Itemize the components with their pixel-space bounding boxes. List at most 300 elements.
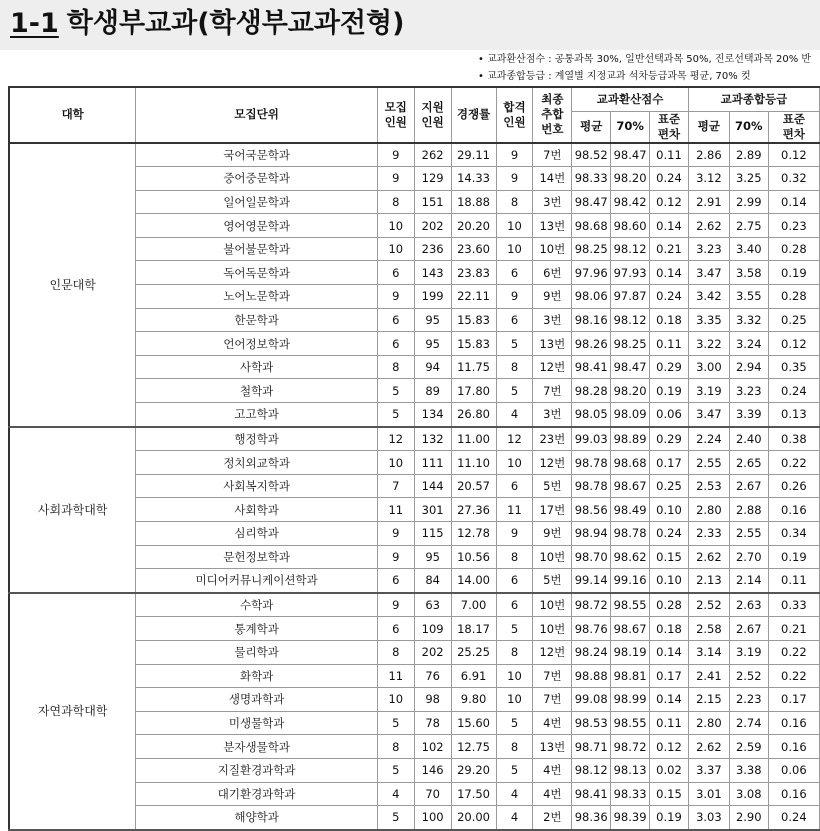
college-cell: 인문대학 — [9, 143, 136, 427]
college-group — [9, 427, 820, 593]
section-title: 학생부교과(학생부교과전형) — [66, 8, 405, 39]
score-70-cell: 98.33 — [611, 782, 650, 806]
grade-70-cell: 2.89 — [729, 143, 768, 167]
unit-cell: 심리학과 — [136, 522, 378, 546]
quota-cell: 6 — [377, 617, 414, 641]
final-rank-cell: 3번 — [533, 308, 572, 332]
passed-cell: 6 — [496, 308, 533, 332]
applicants-cell: 151 — [414, 190, 451, 214]
quota-cell: 10 — [377, 237, 414, 261]
passed-cell: 5 — [496, 758, 533, 782]
grade-70-cell: 2.14 — [729, 569, 768, 593]
applicants-cell: 100 — [414, 806, 451, 830]
score-avg-cell: 98.26 — [572, 332, 611, 356]
grade-70-cell: 3.55 — [729, 285, 768, 309]
header-ratio: 경쟁률 — [451, 87, 496, 143]
score-sd-cell: 0.14 — [650, 688, 689, 712]
score-avg-cell: 98.47 — [572, 190, 611, 214]
ratio-cell: 14.00 — [451, 569, 496, 593]
grade-70-cell: 2.67 — [729, 474, 768, 498]
quota-cell: 5 — [377, 711, 414, 735]
grade-avg-cell: 2.80 — [688, 498, 729, 522]
score-avg-cell: 98.56 — [572, 498, 611, 522]
unit-cell: 언어정보학과 — [136, 332, 378, 356]
passed-cell: 9 — [496, 285, 533, 309]
grade-avg-cell: 3.14 — [688, 640, 729, 664]
unit-cell: 독어독문학과 — [136, 261, 378, 285]
score-avg-cell: 98.72 — [572, 593, 611, 617]
passed-cell: 6 — [496, 593, 533, 617]
grade-avg-cell: 3.37 — [688, 758, 729, 782]
note-score: • 교과환산점수 : 공통과목 30%, 일반선택과목 50%, 진로선택과목 20% 반 — [478, 51, 820, 68]
grade-avg-cell: 2.62 — [688, 214, 729, 238]
passed-cell: 8 — [496, 545, 533, 569]
grade-avg-cell: 3.00 — [688, 355, 729, 379]
quota-cell: 8 — [377, 355, 414, 379]
score-avg-cell: 98.16 — [572, 308, 611, 332]
grade-70-cell: 3.39 — [729, 403, 768, 427]
score-sd-cell: 0.24 — [650, 285, 689, 309]
header-grade-sd: 표준 편차 — [768, 111, 819, 143]
header-quota: 모집 인원 — [377, 87, 414, 143]
passed-cell: 9 — [496, 522, 533, 546]
final-rank-cell: 5번 — [533, 474, 572, 498]
grade-sd-cell: 0.38 — [768, 427, 819, 451]
passed-cell: 9 — [496, 143, 533, 167]
header-applicants: 지원 인원 — [414, 87, 451, 143]
grade-sd-cell: 0.25 — [768, 308, 819, 332]
applicants-cell: 109 — [414, 617, 451, 641]
applicants-cell: 76 — [414, 664, 451, 688]
grade-70-cell: 3.25 — [729, 167, 768, 191]
grade-70-cell: 2.70 — [729, 545, 768, 569]
grade-avg-cell: 2.53 — [688, 474, 729, 498]
passed-cell: 4 — [496, 806, 533, 830]
grade-70-cell: 2.59 — [729, 735, 768, 759]
passed-cell: 5 — [496, 711, 533, 735]
unit-cell: 통계학과 — [136, 617, 378, 641]
score-avg-cell: 97.96 — [572, 261, 611, 285]
score-avg-cell: 98.24 — [572, 640, 611, 664]
grade-avg-cell: 2.24 — [688, 427, 729, 451]
ratio-cell: 27.36 — [451, 498, 496, 522]
score-sd-cell: 0.21 — [650, 237, 689, 261]
final-rank-cell: 10번 — [533, 593, 572, 617]
header-score-sd: 표준 편차 — [650, 111, 689, 143]
grade-avg-cell: 2.62 — [688, 545, 729, 569]
grade-sd-cell: 0.34 — [768, 522, 819, 546]
applicants-cell: 95 — [414, 545, 451, 569]
grade-avg-cell: 2.52 — [688, 593, 729, 617]
ratio-cell: 15.83 — [451, 308, 496, 332]
grade-avg-cell: 2.13 — [688, 569, 729, 593]
unit-cell: 철학과 — [136, 379, 378, 403]
grade-sd-cell: 0.35 — [768, 355, 819, 379]
final-rank-cell: 4번 — [533, 711, 572, 735]
unit-cell: 해양학과 — [136, 806, 378, 830]
applicants-cell: 95 — [414, 308, 451, 332]
header-final-rank: 최종 추합 번호 — [533, 87, 572, 143]
score-70-cell: 98.42 — [611, 190, 650, 214]
grade-sd-cell: 0.22 — [768, 640, 819, 664]
final-rank-cell: 23번 — [533, 427, 572, 451]
ratio-cell: 9.80 — [451, 688, 496, 712]
quota-cell: 6 — [377, 332, 414, 356]
grade-sd-cell: 0.14 — [768, 190, 819, 214]
grade-avg-cell: 2.91 — [688, 190, 729, 214]
score-sd-cell: 0.15 — [650, 545, 689, 569]
score-70-cell: 98.20 — [611, 379, 650, 403]
grade-70-cell: 3.58 — [729, 261, 768, 285]
section-number: 1-1 — [10, 8, 59, 39]
score-avg-cell: 98.41 — [572, 782, 611, 806]
score-sd-cell: 0.18 — [650, 617, 689, 641]
quota-cell: 6 — [377, 308, 414, 332]
table-row — [9, 593, 820, 617]
table-row — [9, 427, 820, 451]
header-grade-avg: 평균 — [688, 111, 729, 143]
score-70-cell: 98.12 — [611, 308, 650, 332]
applicants-cell: 202 — [414, 640, 451, 664]
grade-sd-cell: 0.24 — [768, 806, 819, 830]
grade-sd-cell: 0.16 — [768, 711, 819, 735]
final-rank-cell: 7번 — [533, 143, 572, 167]
final-rank-cell: 4번 — [533, 782, 572, 806]
grade-avg-cell: 3.01 — [688, 782, 729, 806]
applicants-cell: 115 — [414, 522, 451, 546]
applicants-cell: 202 — [414, 214, 451, 238]
quota-cell: 9 — [377, 285, 414, 309]
score-avg-cell: 98.71 — [572, 735, 611, 759]
unit-cell: 불어불문학과 — [136, 237, 378, 261]
score-70-cell: 98.67 — [611, 617, 650, 641]
score-70-cell: 98.55 — [611, 711, 650, 735]
header-score-avg: 평균 — [572, 111, 611, 143]
unit-cell: 정치외교학과 — [136, 451, 378, 475]
grade-avg-cell: 2.15 — [688, 688, 729, 712]
score-70-cell: 98.72 — [611, 735, 650, 759]
passed-cell: 8 — [496, 735, 533, 759]
grade-sd-cell: 0.16 — [768, 735, 819, 759]
final-rank-cell: 13번 — [533, 214, 572, 238]
passed-cell: 5 — [496, 332, 533, 356]
passed-cell: 10 — [496, 237, 533, 261]
grade-avg-cell: 2.58 — [688, 617, 729, 641]
applicants-cell: 102 — [414, 735, 451, 759]
grade-sd-cell: 0.28 — [768, 285, 819, 309]
score-70-cell: 97.87 — [611, 285, 650, 309]
quota-cell: 8 — [377, 190, 414, 214]
grade-sd-cell: 0.12 — [768, 143, 819, 167]
final-rank-cell: 9번 — [533, 522, 572, 546]
score-sd-cell: 0.28 — [650, 593, 689, 617]
final-rank-cell: 7번 — [533, 379, 572, 403]
grade-70-cell: 3.32 — [729, 308, 768, 332]
ratio-cell: 22.11 — [451, 285, 496, 309]
score-70-cell: 98.39 — [611, 806, 650, 830]
unit-cell: 사회학과 — [136, 498, 378, 522]
passed-cell: 12 — [496, 427, 533, 451]
score-avg-cell: 98.88 — [572, 664, 611, 688]
grade-avg-cell: 3.03 — [688, 806, 729, 830]
final-rank-cell: 3번 — [533, 190, 572, 214]
quota-cell: 5 — [377, 403, 414, 427]
applicants-cell: 262 — [414, 143, 451, 167]
grade-avg-cell: 3.12 — [688, 167, 729, 191]
grade-sd-cell: 0.33 — [768, 593, 819, 617]
ratio-cell: 7.00 — [451, 593, 496, 617]
score-sd-cell: 0.06 — [650, 403, 689, 427]
grade-avg-cell: 2.33 — [688, 522, 729, 546]
score-avg-cell: 99.03 — [572, 427, 611, 451]
applicants-cell: 143 — [414, 261, 451, 285]
passed-cell: 8 — [496, 190, 533, 214]
college-cell: 사회과학대학 — [9, 427, 136, 593]
applicants-cell: 111 — [414, 451, 451, 475]
score-avg-cell: 99.14 — [572, 569, 611, 593]
quota-cell: 4 — [377, 782, 414, 806]
score-sd-cell: 0.11 — [650, 332, 689, 356]
grade-70-cell: 2.40 — [729, 427, 768, 451]
ratio-cell: 23.60 — [451, 237, 496, 261]
applicants-cell: 63 — [414, 593, 451, 617]
unit-cell: 지질환경과학과 — [136, 758, 378, 782]
notes — [478, 51, 820, 85]
grade-70-cell: 3.08 — [729, 782, 768, 806]
grade-sd-cell: 0.22 — [768, 451, 819, 475]
score-sd-cell: 0.14 — [650, 214, 689, 238]
score-avg-cell: 98.28 — [572, 379, 611, 403]
applicants-cell: 129 — [414, 167, 451, 191]
unit-cell: 수학과 — [136, 593, 378, 617]
final-rank-cell: 10번 — [533, 545, 572, 569]
grade-sd-cell: 0.17 — [768, 688, 819, 712]
quota-cell: 7 — [377, 474, 414, 498]
quota-cell: 5 — [377, 806, 414, 830]
ratio-cell: 20.57 — [451, 474, 496, 498]
grade-avg-cell: 3.23 — [688, 237, 729, 261]
grade-70-cell: 3.24 — [729, 332, 768, 356]
score-sd-cell: 0.18 — [650, 308, 689, 332]
score-avg-cell: 98.33 — [572, 167, 611, 191]
score-sd-cell: 0.11 — [650, 711, 689, 735]
grade-avg-cell: 2.41 — [688, 664, 729, 688]
grade-sd-cell: 0.16 — [768, 498, 819, 522]
quota-cell: 8 — [377, 640, 414, 664]
passed-cell: 8 — [496, 355, 533, 379]
header-college: 대학 — [9, 87, 136, 143]
title-bar — [0, 0, 820, 50]
final-rank-cell: 13번 — [533, 735, 572, 759]
score-70-cell: 98.09 — [611, 403, 650, 427]
score-70-cell: 98.47 — [611, 143, 650, 167]
quota-cell: 5 — [377, 758, 414, 782]
applicants-cell: 95 — [414, 332, 451, 356]
score-70-cell: 99.16 — [611, 569, 650, 593]
college-group — [9, 593, 820, 830]
score-70-cell: 98.20 — [611, 167, 650, 191]
quota-cell: 9 — [377, 143, 414, 167]
quota-cell: 10 — [377, 688, 414, 712]
quota-cell: 10 — [377, 451, 414, 475]
final-rank-cell: 10번 — [533, 617, 572, 641]
ratio-cell: 25.25 — [451, 640, 496, 664]
applicants-cell: 98 — [414, 688, 451, 712]
score-avg-cell: 98.78 — [572, 474, 611, 498]
header-passed: 합격 인원 — [496, 87, 533, 143]
final-rank-cell: 12번 — [533, 640, 572, 664]
ratio-cell: 11.10 — [451, 451, 496, 475]
ratio-cell: 23.83 — [451, 261, 496, 285]
score-sd-cell: 0.19 — [650, 379, 689, 403]
score-avg-cell: 98.70 — [572, 545, 611, 569]
note-grade: • 교과종합등급 : 계열별 지정교과 석차등급과목 평균, 70% 컷 — [478, 68, 820, 85]
score-70-cell: 98.13 — [611, 758, 650, 782]
grade-70-cell: 2.65 — [729, 451, 768, 475]
applicants-cell: 132 — [414, 427, 451, 451]
grade-avg-cell: 3.35 — [688, 308, 729, 332]
ratio-cell: 15.60 — [451, 711, 496, 735]
quota-cell: 12 — [377, 427, 414, 451]
unit-cell: 사회복지학과 — [136, 474, 378, 498]
grade-70-cell: 3.19 — [729, 640, 768, 664]
grade-avg-cell: 3.47 — [688, 261, 729, 285]
grade-sd-cell: 0.23 — [768, 214, 819, 238]
score-avg-cell: 98.06 — [572, 285, 611, 309]
applicants-cell: 78 — [414, 711, 451, 735]
grade-avg-cell: 3.47 — [688, 403, 729, 427]
passed-cell: 6 — [496, 569, 533, 593]
passed-cell: 9 — [496, 167, 533, 191]
score-70-cell: 98.62 — [611, 545, 650, 569]
ratio-cell: 12.75 — [451, 735, 496, 759]
applicants-cell: 84 — [414, 569, 451, 593]
score-sd-cell: 0.14 — [650, 640, 689, 664]
score-avg-cell: 98.76 — [572, 617, 611, 641]
header-unit: 모집단위 — [136, 87, 378, 143]
quota-cell: 6 — [377, 261, 414, 285]
grade-sd-cell: 0.24 — [768, 379, 819, 403]
final-rank-cell: 7번 — [533, 688, 572, 712]
ratio-cell: 17.80 — [451, 379, 496, 403]
grade-avg-cell: 3.19 — [688, 379, 729, 403]
final-rank-cell: 17번 — [533, 498, 572, 522]
quota-cell: 5 — [377, 379, 414, 403]
grade-70-cell: 2.75 — [729, 214, 768, 238]
final-rank-cell: 2번 — [533, 806, 572, 830]
passed-cell: 10 — [496, 451, 533, 475]
score-avg-cell: 98.36 — [572, 806, 611, 830]
score-70-cell: 98.78 — [611, 522, 650, 546]
ratio-cell: 29.20 — [451, 758, 496, 782]
final-rank-cell: 10번 — [533, 237, 572, 261]
grade-sd-cell: 0.32 — [768, 167, 819, 191]
score-avg-cell: 98.41 — [572, 355, 611, 379]
score-70-cell: 98.49 — [611, 498, 650, 522]
grade-70-cell: 2.99 — [729, 190, 768, 214]
passed-cell: 4 — [496, 782, 533, 806]
admission-table — [8, 86, 820, 831]
score-sd-cell: 0.19 — [650, 806, 689, 830]
ratio-cell: 14.33 — [451, 167, 496, 191]
score-70-cell: 98.99 — [611, 688, 650, 712]
score-sd-cell: 0.29 — [650, 427, 689, 451]
grade-70-cell: 2.90 — [729, 806, 768, 830]
ratio-cell: 20.00 — [451, 806, 496, 830]
applicants-cell: 146 — [414, 758, 451, 782]
passed-cell: 8 — [496, 640, 533, 664]
page-title — [10, 6, 404, 42]
applicants-cell: 134 — [414, 403, 451, 427]
grade-sd-cell: 0.22 — [768, 664, 819, 688]
score-70-cell: 98.47 — [611, 355, 650, 379]
unit-cell: 한문학과 — [136, 308, 378, 332]
score-70-cell: 98.19 — [611, 640, 650, 664]
score-sd-cell: 0.17 — [650, 664, 689, 688]
unit-cell: 미생물학과 — [136, 711, 378, 735]
score-avg-cell: 98.25 — [572, 237, 611, 261]
unit-cell: 미디어커뮤니케이션학과 — [136, 569, 378, 593]
unit-cell: 일어일문학과 — [136, 190, 378, 214]
grade-avg-cell: 3.22 — [688, 332, 729, 356]
college-group — [9, 143, 820, 427]
quota-cell: 11 — [377, 498, 414, 522]
score-70-cell: 98.81 — [611, 664, 650, 688]
grade-avg-cell: 2.86 — [688, 143, 729, 167]
ratio-cell: 11.75 — [451, 355, 496, 379]
final-rank-cell: 9번 — [533, 285, 572, 309]
unit-cell: 중어중문학과 — [136, 167, 378, 191]
grade-sd-cell: 0.19 — [768, 545, 819, 569]
score-sd-cell: 0.14 — [650, 261, 689, 285]
score-70-cell: 98.60 — [611, 214, 650, 238]
unit-cell: 국어국문학과 — [136, 143, 378, 167]
passed-cell: 6 — [496, 474, 533, 498]
grade-sd-cell: 0.06 — [768, 758, 819, 782]
unit-cell: 영어영문학과 — [136, 214, 378, 238]
grade-sd-cell: 0.12 — [768, 332, 819, 356]
score-70-cell: 98.55 — [611, 593, 650, 617]
unit-cell: 분자생물학과 — [136, 735, 378, 759]
final-rank-cell: 12번 — [533, 355, 572, 379]
final-rank-cell: 7번 — [533, 664, 572, 688]
grade-sd-cell: 0.26 — [768, 474, 819, 498]
ratio-cell: 18.17 — [451, 617, 496, 641]
grade-sd-cell: 0.13 — [768, 403, 819, 427]
grade-70-cell: 3.40 — [729, 237, 768, 261]
score-avg-cell: 98.12 — [572, 758, 611, 782]
quota-cell: 11 — [377, 664, 414, 688]
score-sd-cell: 0.02 — [650, 758, 689, 782]
grade-sd-cell: 0.11 — [768, 569, 819, 593]
grade-avg-cell: 3.42 — [688, 285, 729, 309]
unit-cell: 행정학과 — [136, 427, 378, 451]
applicants-cell: 94 — [414, 355, 451, 379]
grade-70-cell: 2.63 — [729, 593, 768, 617]
applicants-cell: 301 — [414, 498, 451, 522]
score-70-cell: 97.93 — [611, 261, 650, 285]
grade-sd-cell: 0.16 — [768, 782, 819, 806]
passed-cell: 11 — [496, 498, 533, 522]
grade-sd-cell: 0.19 — [768, 261, 819, 285]
unit-cell: 물리학과 — [136, 640, 378, 664]
ratio-cell: 29.11 — [451, 143, 496, 167]
grade-avg-cell: 2.80 — [688, 711, 729, 735]
unit-cell: 사학과 — [136, 355, 378, 379]
unit-cell: 노어노문학과 — [136, 285, 378, 309]
applicants-cell: 144 — [414, 474, 451, 498]
unit-cell: 고고학과 — [136, 403, 378, 427]
